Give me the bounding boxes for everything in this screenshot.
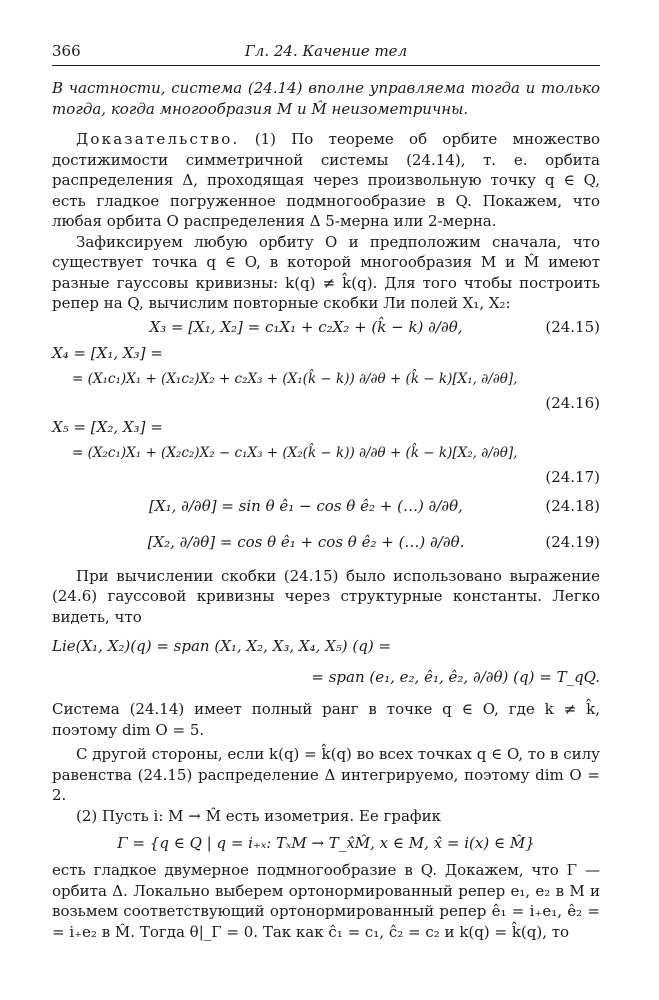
equation-24-18-body: [X₁, ∂/∂θ] = sin θ ê₁ − cos θ ê₂ + (…) ∂/∂θ, xyxy=(149,496,463,515)
equation-24-15-body: X₃ = [X₁, X₂] = c₁X₁ + c₂X₂ + (k̂ − k) ∂/∂θ, xyxy=(149,317,463,336)
paragraph-graph-orbit: есть гладкое двумерное подмногообразие в Q. Докажем, что Γ — орбита Δ. Локально выберем ортонормированный репер e₁, e₂ в M и возьмем соответствующий ортонормированный репер ê₁ = i₊e₁, ê₂ = = i₊e₂ в M̂. Тогда θ|_Γ = 0. Так как ĉ₁ = c₁, ĉ₂ = c₂ и k(q) = k̂(q), то xyxy=(52,861,600,941)
equation-x5-line2 xyxy=(52,440,600,466)
equation-x5-lhs: X₅ = [X₂, X₃] = xyxy=(52,417,163,436)
equation-number-24-16: (24.16) xyxy=(545,393,600,412)
paragraph-integrable: С другой стороны, если k(q) = k̂(q) во всех точках q ∈ O, то в силу равенства (24.15) распределение Δ интегрируемо, поэтому dim O = 2. xyxy=(52,745,600,804)
page xyxy=(52,40,600,942)
equation-24-15 xyxy=(52,314,600,340)
equation-24-18 xyxy=(52,488,600,524)
equation-number-24-17: (24.17) xyxy=(545,467,600,486)
equation-x5-line1 xyxy=(52,414,600,440)
equation-lie-line2 xyxy=(52,659,600,695)
equation-24-16-number-row xyxy=(52,392,600,414)
equation-graph-gamma xyxy=(52,826,600,860)
equation-number-24-18: (24.18) xyxy=(545,496,600,515)
equation-x4-lhs: X₄ = [X₁, X₃] = xyxy=(52,343,163,362)
paragraph-bracket: При вычислении скобки (24.15) было использовано выражение (24.6) гауссовой кривизны через структурные константы. Легко видеть, что xyxy=(52,566,600,626)
equation-number-24-19: (24.19) xyxy=(545,532,600,551)
paragraph-orbit: Зафиксируем любую орбиту O и предположим сначала, что существует точка q ∈ O, в которой многообразия M и M̂ имеют разные гауссовы кривизны: k(q) ≠ k̂(q). Для того чтобы построить репер на Q, вычислим повторные скобки Ли полей X₁, X₂: xyxy=(52,232,600,312)
equation-x4-rhs: = (X₁c₁)X₁ + (X₁c₂)X₂ + c₂X₃ + (X₁(k̂ − k)) ∂/∂θ + (k̂ − k)[X₁, ∂/∂θ], xyxy=(72,370,518,387)
theorem-continuation: В частности, система (24.14) вполне управляема тогда и только тогда, когда многообразия M и M̂ неизометричны. xyxy=(52,79,600,118)
equation-lie-lhs: Lie(X₁, X₂)(q) = span (X₁, X₂, X₃, X₄, X₅) (q) = xyxy=(52,637,392,655)
proof-text-1: (1) По теореме об орбите множество достижимости симметричной системы (24.14), т. е. орбита распределения Δ, проходящая через произвольную точку q ∈ Q, есть гладкое погруженное подмногообразие в Q. Покажем, что любая орбита O распределения Δ 5-мерна или 2-мерна. xyxy=(52,130,600,230)
running-head: Гл. 24. Качение тел xyxy=(244,42,408,60)
equation-number-24-15: (24.15) xyxy=(545,317,600,336)
equation-lie-line1 xyxy=(52,633,600,659)
proof-label: Доказательство. xyxy=(76,130,240,148)
equation-x4-line1 xyxy=(52,340,600,366)
equation-graph-gamma-body: Γ = {q ∈ Q | q = i₊ₓ: TₓM → T_x̂M̂, x ∈ M, x̂ = i(x) ∈ M̂} xyxy=(117,834,535,852)
equation-24-17-number-row xyxy=(52,466,600,488)
equation-24-19 xyxy=(52,524,600,560)
paragraph-isometry: (2) Пусть i: M → M̂ есть изометрия. Ее график xyxy=(76,806,442,825)
equation-lie-rhs: = span (e₁, e₂, ê₁, ê₂, ∂/∂θ) (q) = T_qQ. xyxy=(311,668,600,686)
paragraph-rank: Система (24.14) имеет полный ранг в точке q ∈ O, где k ≠ k̂, поэтому dim O = 5. xyxy=(52,700,600,739)
running-header xyxy=(52,40,600,62)
equation-x4-line2 xyxy=(52,366,600,392)
proof-paragraph-1 xyxy=(52,129,600,232)
equation-24-19-body: [X₂, ∂/∂θ] = cos θ ê₁ + cos θ ê₂ + (…) ∂/∂θ. xyxy=(147,532,465,551)
equation-x5-rhs: = (X₂c₁)X₁ + (X₂c₂)X₂ − c₁X₃ + (X₂(k̂ − k)) ∂/∂θ + (k̂ − k)[X₂, ∂/∂θ], xyxy=(72,444,518,461)
page-number: 366 xyxy=(52,42,81,60)
